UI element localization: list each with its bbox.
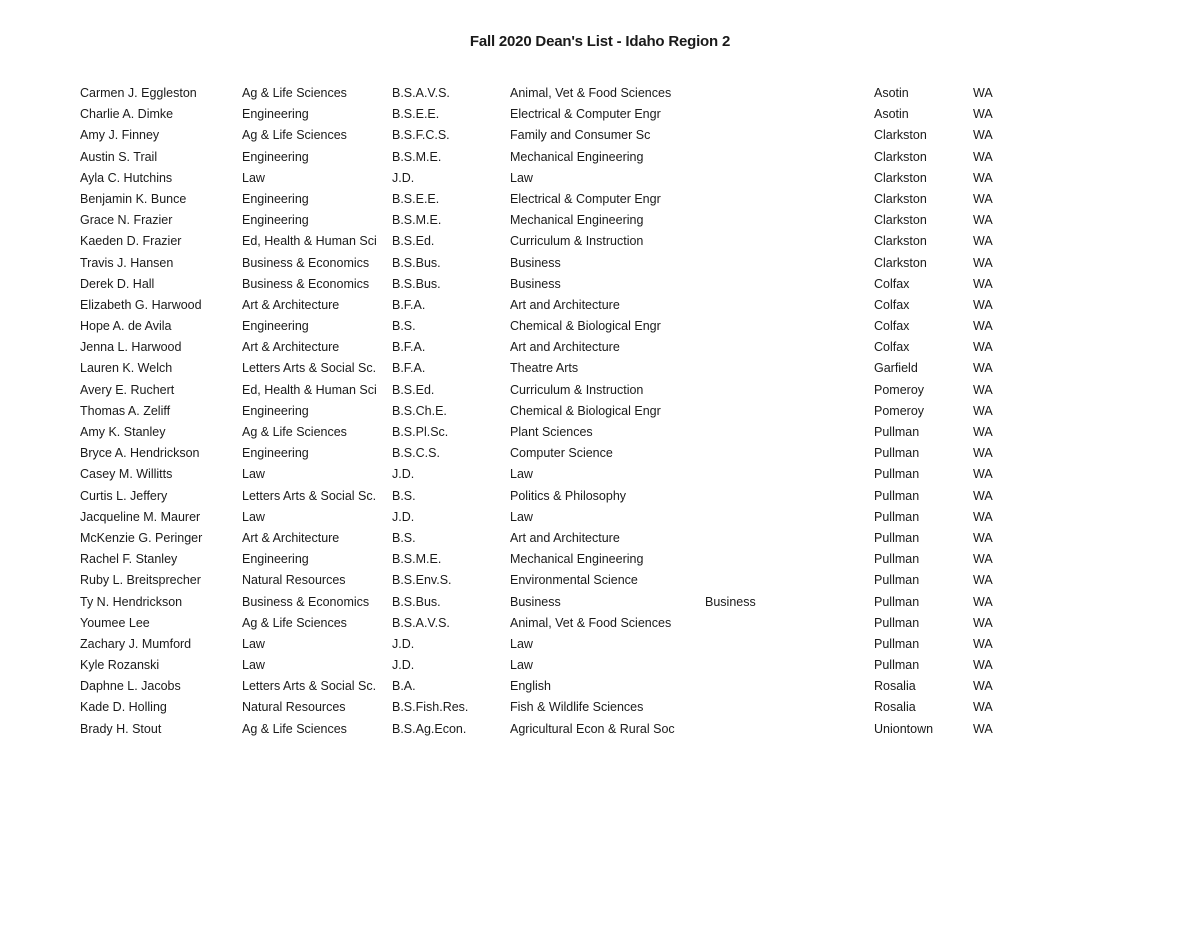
student-name: Curtis L. Jeffery xyxy=(80,488,168,503)
degree: J.D. xyxy=(392,467,415,482)
state: WA xyxy=(973,488,993,503)
degree: B.S. xyxy=(392,530,416,545)
table-row xyxy=(0,125,1200,146)
major: Plant Sciences xyxy=(510,425,593,439)
college-name: Art & Architecture xyxy=(242,530,340,545)
college-name: Letters Arts & Social Sc. xyxy=(242,679,377,694)
student-name: Kade D. Holling xyxy=(80,700,167,715)
college-name: Engineering xyxy=(242,107,309,122)
state: WA xyxy=(973,86,993,100)
major: English xyxy=(510,679,551,694)
state: WA xyxy=(973,170,993,185)
state: WA xyxy=(973,446,993,461)
table-row xyxy=(0,316,1200,337)
college-name: Art & Architecture xyxy=(242,340,340,355)
degree: B.S.E.E. xyxy=(392,107,440,122)
major: Animal, Vet & Food Sciences xyxy=(510,86,672,100)
major: Fish & Wildlife Sciences xyxy=(510,700,644,715)
college-name: Ed, Health & Human Sci xyxy=(242,234,377,249)
major: Computer Science xyxy=(510,446,613,461)
student-name: Casey M. Willitts xyxy=(80,467,173,482)
table-row xyxy=(0,528,1200,549)
state: WA xyxy=(973,509,993,524)
college-name: Engineering xyxy=(242,446,309,461)
table-row xyxy=(0,147,1200,168)
table-row xyxy=(0,613,1200,634)
hometown-city: Rosalia xyxy=(874,679,916,694)
degree: B.S.Bus. xyxy=(392,276,441,291)
college-name: Engineering xyxy=(242,403,309,418)
table-row xyxy=(0,231,1200,252)
college-name: Ag & Life Sciences xyxy=(242,86,347,100)
degree: B.F.A. xyxy=(392,361,426,376)
student-name: Grace N. Frazier xyxy=(80,213,173,228)
degree: B.S.Bus. xyxy=(392,255,441,270)
table-row xyxy=(0,570,1200,591)
table-row xyxy=(0,486,1200,507)
student-name: Amy J. Finney xyxy=(80,128,160,143)
college-name: Natural Resources xyxy=(242,573,346,588)
college-name: Ag & Life Sciences xyxy=(242,128,347,143)
student-name: Ty N. Hendrickson xyxy=(80,594,183,609)
college-name: Letters Arts & Social Sc. xyxy=(242,488,377,503)
degree: B.S.M.E. xyxy=(392,213,442,228)
major: Art and Architecture xyxy=(510,340,620,355)
major: Mechanical Engineering xyxy=(510,149,644,164)
college-name: Law xyxy=(242,658,265,673)
state: WA xyxy=(973,721,993,736)
degree: B.S. xyxy=(392,319,416,334)
hometown-city: Colfax xyxy=(874,276,910,291)
state: WA xyxy=(973,149,993,164)
hometown-city: Pullman xyxy=(874,509,920,524)
degree: B.S.E.E. xyxy=(392,191,440,206)
college-name: Engineering xyxy=(242,213,309,228)
student-name: Youmee Lee xyxy=(80,615,150,630)
college-name: Ed, Health & Human Sci xyxy=(242,382,377,397)
state: WA xyxy=(973,276,993,291)
degree: B.S.Bus. xyxy=(392,594,441,609)
table-row xyxy=(0,189,1200,210)
hometown-city: Pullman xyxy=(874,573,920,588)
major: Law xyxy=(510,636,533,651)
student-name: Thomas A. Zeliff xyxy=(80,403,171,418)
table-row xyxy=(0,592,1200,613)
college-name: Engineering xyxy=(242,149,309,164)
page-title: Fall 2020 Dean's List - Idaho Region 2 xyxy=(469,33,731,50)
degree: B.S.C.S. xyxy=(392,446,440,461)
degree: J.D. xyxy=(392,636,415,651)
student-name: Daphne L. Jacobs xyxy=(80,679,181,694)
college-name: Art & Architecture xyxy=(242,297,340,312)
major: Curriculum & Instruction xyxy=(510,234,644,249)
hometown-city: Rosalia xyxy=(874,700,916,715)
student-name: Rachel F. Stanley xyxy=(80,552,178,567)
degree: B.S.Env.S. xyxy=(392,573,452,588)
major: Chemical & Biological Engr xyxy=(510,403,661,418)
state: WA xyxy=(973,128,993,143)
state: WA xyxy=(973,361,993,376)
college-name: Business & Economics xyxy=(242,594,370,609)
state: WA xyxy=(973,319,993,334)
degree: B.S.Ed. xyxy=(392,234,435,249)
major: Mechanical Engineering xyxy=(510,213,644,228)
hometown-city: Clarkston xyxy=(874,255,927,270)
major: Electrical & Computer Engr xyxy=(510,191,661,206)
major: Art and Architecture xyxy=(510,530,620,545)
student-name: Benjamin K. Bunce xyxy=(80,191,187,206)
major: Art and Architecture xyxy=(510,297,620,312)
hometown-city: Clarkston xyxy=(874,213,927,228)
hometown-city: Pomeroy xyxy=(874,382,925,397)
major: Law xyxy=(510,658,533,673)
hometown-city: Pullman xyxy=(874,446,920,461)
state: WA xyxy=(973,573,993,588)
college-name: Engineering xyxy=(242,191,309,206)
student-name: Zachary J. Mumford xyxy=(80,636,192,651)
degree: B.S.M.E. xyxy=(392,149,442,164)
college-name: Letters Arts & Social Sc. xyxy=(242,361,377,376)
student-name: Bryce A. Hendrickson xyxy=(80,446,200,461)
student-name: McKenzie G. Peringer xyxy=(80,530,203,545)
college-name: Ag & Life Sciences xyxy=(242,425,347,439)
state: WA xyxy=(973,425,993,439)
state: WA xyxy=(973,615,993,630)
college-name: Law xyxy=(242,636,265,651)
degree: B.S.A.V.S. xyxy=(392,615,450,630)
table-row xyxy=(0,443,1200,464)
degree: B.S.Ed. xyxy=(392,382,435,397)
college-name: Law xyxy=(242,467,265,482)
student-name: Elizabeth G. Harwood xyxy=(80,297,202,312)
student-name: Ayla C. Hutchins xyxy=(80,170,173,185)
state: WA xyxy=(973,107,993,122)
state: WA xyxy=(973,530,993,545)
student-name: Kyle Rozanski xyxy=(80,658,160,673)
student-name: Travis J. Hansen xyxy=(80,255,174,270)
table-row xyxy=(0,358,1200,379)
college-name: Engineering xyxy=(242,552,309,567)
table-row xyxy=(0,401,1200,422)
table-row xyxy=(0,655,1200,676)
degree: B.S.A.V.S. xyxy=(392,86,450,100)
table-row xyxy=(0,464,1200,485)
major: Curriculum & Instruction xyxy=(510,382,644,397)
hometown-city: Pullman xyxy=(874,530,920,545)
major: Electrical & Computer Engr xyxy=(510,107,661,122)
state: WA xyxy=(973,467,993,482)
hometown-city: Pomeroy xyxy=(874,403,925,418)
table-row xyxy=(0,104,1200,125)
degree: B.S.F.C.S. xyxy=(392,128,450,143)
degree: B.S.Fish.Res. xyxy=(392,700,469,715)
college-name: Business & Economics xyxy=(242,255,370,270)
degree: B.S. xyxy=(392,488,416,503)
state: WA xyxy=(973,213,993,228)
hometown-city: Pullman xyxy=(874,636,920,651)
state: WA xyxy=(973,234,993,249)
student-name: Carmen J. Eggleston xyxy=(80,86,197,100)
major: Law xyxy=(510,509,533,524)
table-row xyxy=(0,274,1200,295)
table-row xyxy=(0,337,1200,358)
table-row xyxy=(0,634,1200,655)
student-name: Ruby L. Breitsprecher xyxy=(80,573,201,588)
hometown-city: Pullman xyxy=(874,615,920,630)
state: WA xyxy=(973,594,993,609)
major: Agricultural Econ & Rural Soc xyxy=(510,721,675,736)
hometown-city: Uniontown xyxy=(874,721,934,736)
state: WA xyxy=(973,191,993,206)
student-name: Brady H. Stout xyxy=(80,721,162,736)
major: Law xyxy=(510,467,533,482)
hometown-city: Pullman xyxy=(874,552,920,567)
table-row xyxy=(0,83,1200,104)
degree: B.F.A. xyxy=(392,340,426,355)
student-name: Jenna L. Harwood xyxy=(80,340,182,355)
minor: Business xyxy=(705,594,756,609)
college-name: Law xyxy=(242,170,265,185)
student-name: Jacqueline M. Maurer xyxy=(80,509,201,524)
major: Environmental Science xyxy=(510,573,638,588)
hometown-city: Colfax xyxy=(874,319,910,334)
table-row xyxy=(0,295,1200,316)
major: Mechanical Engineering xyxy=(510,552,644,567)
college-name: Ag & Life Sciences xyxy=(242,615,347,630)
major: Business xyxy=(510,594,561,609)
hometown-city: Clarkston xyxy=(874,234,927,249)
table-row xyxy=(0,422,1200,443)
hometown-city: Garfield xyxy=(874,361,918,376)
degree: B.S.M.E. xyxy=(392,552,442,567)
hometown-city: Pullman xyxy=(874,594,920,609)
hometown-city: Pullman xyxy=(874,488,920,503)
degree: B.A. xyxy=(392,679,416,694)
hometown-city: Asotin xyxy=(874,107,909,122)
table-row xyxy=(0,676,1200,697)
table-row xyxy=(0,719,1200,740)
table-row xyxy=(0,210,1200,231)
table-row xyxy=(0,507,1200,528)
college-name: Natural Resources xyxy=(242,700,346,715)
state: WA xyxy=(973,636,993,651)
hometown-city: Pullman xyxy=(874,658,920,673)
student-name: Amy K. Stanley xyxy=(80,425,166,439)
table-row xyxy=(0,380,1200,401)
hometown-city: Clarkston xyxy=(874,170,927,185)
hometown-city: Colfax xyxy=(874,340,910,355)
major: Politics & Philosophy xyxy=(510,488,627,503)
table-row xyxy=(0,697,1200,718)
major: Family and Consumer Sc xyxy=(510,128,651,143)
table-row xyxy=(0,253,1200,274)
degree: B.F.A. xyxy=(392,297,426,312)
student-name: Charlie A. Dimke xyxy=(80,107,174,122)
hometown-city: Pullman xyxy=(874,467,920,482)
state: WA xyxy=(973,403,993,418)
major: Law xyxy=(510,170,533,185)
student-name: Kaeden D. Frazier xyxy=(80,234,182,249)
table-row xyxy=(0,549,1200,570)
degree: J.D. xyxy=(392,509,415,524)
hometown-city: Asotin xyxy=(874,86,909,100)
degree: J.D. xyxy=(392,658,415,673)
hometown-city: Clarkston xyxy=(874,149,927,164)
hometown-city: Clarkston xyxy=(874,128,927,143)
hometown-city: Clarkston xyxy=(874,191,927,206)
hometown-city: Colfax xyxy=(874,297,910,312)
student-name: Hope A. de Avila xyxy=(80,319,172,334)
student-name: Avery E. Ruchert xyxy=(80,382,175,397)
college-name: Business & Economics xyxy=(242,276,370,291)
student-name: Austin S. Trail xyxy=(80,149,158,164)
major: Animal, Vet & Food Sciences xyxy=(510,615,672,630)
major: Business xyxy=(510,276,561,291)
degree: B.S.Pl.Sc. xyxy=(392,425,449,439)
state: WA xyxy=(973,297,993,312)
degree: J.D. xyxy=(392,170,415,185)
student-name: Lauren K. Welch xyxy=(80,361,173,376)
state: WA xyxy=(973,382,993,397)
degree: B.S.Ag.Econ. xyxy=(392,721,467,736)
state: WA xyxy=(973,658,993,673)
state: WA xyxy=(973,255,993,270)
degree: B.S.Ch.E. xyxy=(392,403,447,418)
state: WA xyxy=(973,679,993,694)
college-name: Law xyxy=(242,509,265,524)
student-name: Derek D. Hall xyxy=(80,276,155,291)
major: Theatre Arts xyxy=(510,361,579,376)
state: WA xyxy=(973,552,993,567)
major: Business xyxy=(510,255,561,270)
college-name: Ag & Life Sciences xyxy=(242,721,347,736)
major: Chemical & Biological Engr xyxy=(510,319,661,334)
hometown-city: Pullman xyxy=(874,425,920,439)
state: WA xyxy=(973,340,993,355)
table-row xyxy=(0,168,1200,189)
state: WA xyxy=(973,700,993,715)
college-name: Engineering xyxy=(242,319,309,334)
deans-list-table xyxy=(0,83,1200,740)
